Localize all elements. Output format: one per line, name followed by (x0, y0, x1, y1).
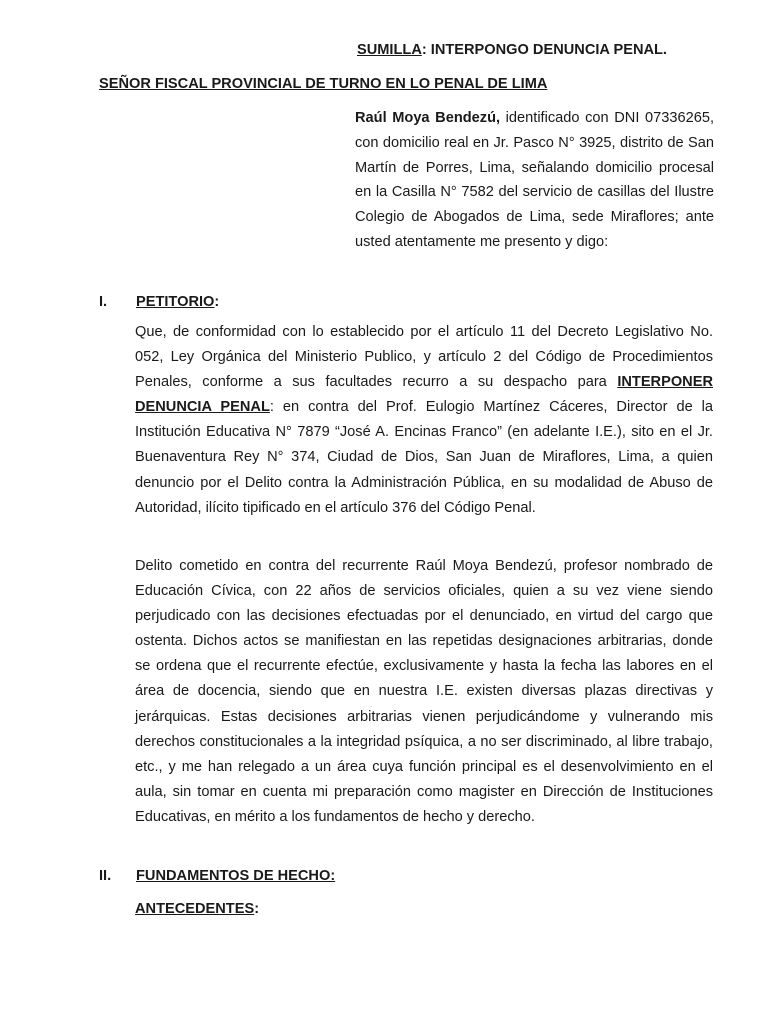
complainant-name: Raúl Moya Bendezú, (355, 110, 501, 126)
section-title-text: PETITORIO (136, 294, 215, 310)
emphasis-text: INTERPONER DENUNCIA PENAL (135, 374, 713, 416)
subheading-text: ANTECEDENTES (135, 901, 255, 917)
section-title: FUNDAMENTOS DE HECHO: (136, 868, 336, 884)
section-number: I. (99, 294, 108, 310)
sumilla-line (357, 42, 667, 58)
subheading-antecedentes (135, 901, 259, 917)
paragraph-text-end: : en contra del Prof. Eulogio Martínez Cáceres, Director de la Institución Educativa N° 7879 “José A. Encinas Franco” (en adelante I.E.), sito en el Jr. Buenaventura Rey N° 374, Ciudad de Dios, San Juan de Miraflores, Lima, a quien denuncio por el Delito contra la Administración Pública, en su modalidad de Abuso de Autoridad, ilícito tipificado en el artículo 376 del Código Penal. (135, 399, 713, 516)
section-title-colon: : (214, 294, 220, 310)
section-number: II. (99, 868, 112, 884)
intro-text: identificado con DNI 07336265, con domicilio real en Jr. Pasco N° 3925, distrito de San Martín de Porres, Lima, señalando domicilio procesal en la Casilla N° 7582 del servicio de casillas del Ilustre Colegio de Abogados de Lima, sede Miraflores; ante usted atentamente me presento y digo: (355, 110, 715, 250)
intro-paragraph (355, 106, 714, 255)
subheading-colon: : (254, 901, 260, 917)
addressee-heading: SEÑOR FISCAL PROVINCIAL DE TURNO EN LO PENAL DE LIMA (99, 76, 548, 92)
paragraph-text: Que, de conformidad con lo establecido por el artículo 11 del Decreto Legislativo No. 052, Ley Orgánica del Ministerio Publico, y artículo 2 del Código de Procedimientos Penales, conforme a sus facultades recurro a su despacho para (135, 324, 713, 391)
sumilla-label: SUMILLA (357, 42, 422, 58)
petitorio-paragraph-1 (135, 320, 713, 521)
section-title (136, 294, 219, 310)
petitorio-paragraph-2: Delito cometido en contra del recurrente Raúl Moya Bendezú, profesor nombrado de Educación Cívica, con 22 años de servicios oficiales, quien a su vez viene siendo perjudicado con las decisiones efectuadas por el denunciado, en virtud del cargo que ostenta. Dichos actos se manifiestan en las repetidas designaciones arbitrarias, donde se ordena que el recurrente efectúe, exclusivamente y hasta la fecha las labores en el área de docencia, siendo que en nuestra I.E. existen diversas plazas directivas y jerárquicas. Estas decisiones arbitrarias vienen perjudicándome y vulnerando mis derechos constitucionales a la integridad psíquica, a no ser discriminado, al libre trabajo, etc., y me han relegado a un área cuya función principal es el desenvolvimiento en el aula, sin tomar en cuenta mi preparación como magister en Dirección de Instituciones Educativas, en mérito a los fundamentos de hecho y derecho. (135, 558, 713, 825)
sumilla-text: : INTERPONGO DENUNCIA PENAL. (421, 42, 667, 58)
